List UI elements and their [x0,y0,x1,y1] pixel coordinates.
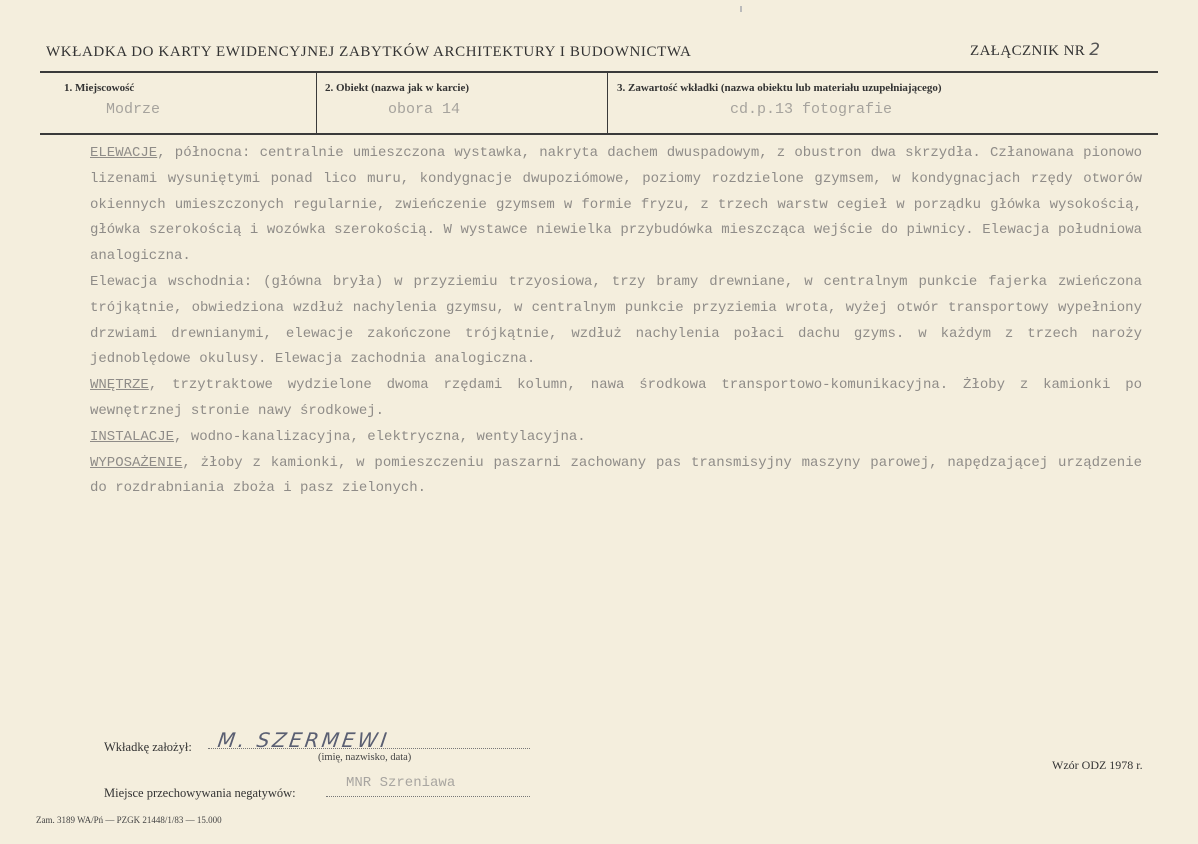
print-footer: Zam. 3189 WA/Pń — PZGK 21448/1/83 — 15.000 [36,815,222,825]
paragraph-equipment [90,451,1142,503]
negatives-value: MNR Szreniawa [346,775,456,791]
paragraph-east-elevation [90,270,1142,373]
paragraph-elevations [90,141,1142,270]
description-text [90,141,1142,502]
elevations-text: , północna: centralnie umieszczona wystawka, nakryta dachem dwuspadowym, z obustron dwa skrzydła. Człanowana pionowo lizenami wysuniętymi ponad lico muru, kondygnacje dwupoziómowe, poziomy rozdzielone gzymsem, w kondygnacjach rzędy otworów okiennych umieszczonych regularnie, zwieńczenie gzymsem w formie fryzu, z trzech warstw cegieł w porządku główka wysokością, główka szerokością i wozówka szerokością. W wystawce niewielka przybudówka mieszcząca wejście do piwnicy. Elewacja południowa analogiczna. [90,145,1142,265]
east-elevation-text: Elewacja wschodnia: (główna bryła) w przyziemiu trzyosiowa, trzy bramy drewniane, w centralnym punkcie fajerka zwieńczona trójkątnie, obwiedziona wzdłuż nachylenia gzymsu, w centralnym punkcie przyziemia wrota, wyżej otwór transportowy wypełniony drzwiami drewnianymi, elewacje zakończone trójkątnie, wzdłuż nachylenia połaci dachu gzyms. w każdym z trzech naroży jednoblędowe okulusy. Elewacja zachodnia analogiczna. [90,273,1142,368]
contents-value: cd.p.13 fotografie [730,101,893,118]
header-top-rule [40,71,1158,73]
header-bottom-rule [40,133,1158,135]
column-divider-2 [607,72,608,133]
form-reference: Wzór ODZ 1978 r. [1052,758,1143,772]
object-value: obora 14 [388,101,461,118]
attachment-label: ZAŁĄCZNIK NR [970,43,1086,59]
keyword-interior: WNĘTRZE [90,377,149,394]
installations-text: , wodno-kanalizacyjna, elektryczna, wentylacyjna. [174,428,586,445]
locality-label: 1. Miejscowość [64,82,135,94]
scan-mark [740,6,742,12]
keyword-equipment: WYPOSAŻENIE [90,454,183,471]
signature-label: Wkładkę założył: [104,740,192,754]
negatives-line [326,796,530,797]
attachment-number-value: 2 [1089,40,1101,60]
object-label: 2. Obiekt (nazwa jak w karcie) [325,82,470,94]
paragraph-installations [90,425,1142,451]
paragraph-interior [90,373,1142,425]
keyword-elevations: ELEWACJE [90,145,158,161]
interior-text: , trzytraktowe wydzielone dwoma rzędami kolumn, nawa środkowa transportowo-komunikacyjna. Żłoby z kamionki po wewnętrznej stronie nawy środkowej. [90,377,1142,419]
attachment-number [970,40,1100,60]
signature-handwritten: M. SZERMEWI [216,728,392,752]
locality-value: Modrze [106,101,161,118]
column-divider-1 [316,72,317,133]
keyword-installations: INSTALACJE [90,428,175,445]
equipment-text: , żłoby z kamionki, w pomieszczeniu paszarni zachowany pas transmisyjny maszyny parowej, napędzającej urządzenie do rozdrabniania zboża i pasz zielonych. [90,454,1142,497]
signature-note: (imię, nazwisko, data) [318,752,412,763]
form-title: WKŁADKA DO KARTY EWIDENCYJNEJ ZABYTKÓW ARCHITEKTURY I BUDOWNICTWA [46,44,692,60]
negatives-label: Miejsce przechowywania negatywów: [104,786,296,800]
contents-label: 3. Zawartość wkładki (nazwa obiektu lub materiału uzupełniającego) [617,82,942,94]
